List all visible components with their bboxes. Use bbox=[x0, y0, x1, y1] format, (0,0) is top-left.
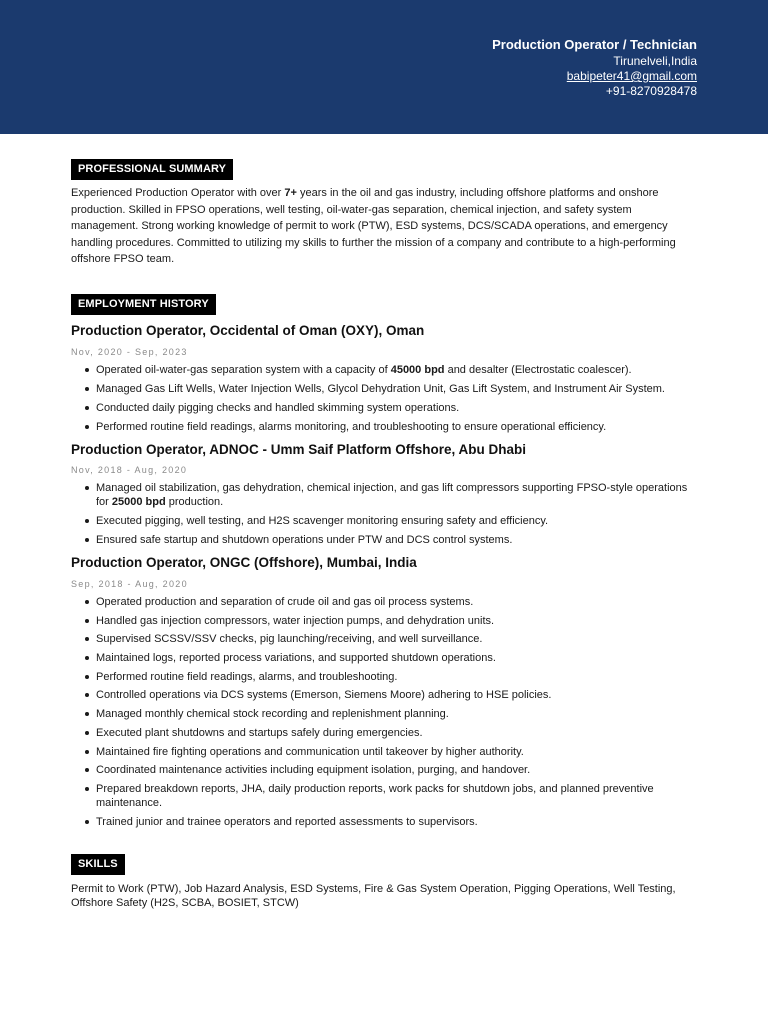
list-item: Executed plant shutdowns and startups safely during emergencies. bbox=[83, 726, 693, 740]
list-item: Managed monthly chemical stock recording and replenishment planning. bbox=[83, 707, 693, 721]
list-item: Managed Gas Lift Wells, Water Injection Wells, Glycol Dehydration Unit, Gas Lift System, and Instrument Air System. bbox=[83, 382, 693, 396]
phone-text: +91-8270928478 bbox=[605, 84, 697, 98]
job-bullets-ongc bbox=[83, 595, 693, 829]
summary-text-start: Experienced Production Operator with over bbox=[71, 187, 285, 199]
skills-heading: SKILLS bbox=[71, 854, 125, 875]
summary-heading: PROFESSIONAL SUMMARY bbox=[71, 159, 233, 180]
list-item: Prepared breakdown reports, JHA, daily production reports, work packs for shutdown jobs, and planned preventive maintenance. bbox=[83, 782, 693, 810]
summary-years-highlight: 7+ bbox=[284, 187, 297, 199]
list-item: Maintained fire fighting operations and communication until takeover by higher authority. bbox=[83, 745, 693, 759]
resume-header bbox=[0, 0, 768, 134]
list-item: Performed routine field readings, alarms, and troubleshooting. bbox=[83, 670, 693, 684]
job-title-oxy: Production Operator, Occidental of Oman (OXY), Oman bbox=[71, 323, 425, 338]
job-dates-adnoc: Nov, 2018 - Aug, 2020 bbox=[71, 465, 188, 475]
location-text: Tirunelveli,India bbox=[613, 54, 697, 68]
skills-text: Permit to Work (PTW), Job Hazard Analysis, ESD Systems, Fire & Gas System Operation, Pigging Operations, Well Testing, Offshore Safety (H2S, SCBA, BOSIET, STCW) bbox=[71, 883, 676, 909]
job-headline: Production Operator / Technician bbox=[492, 37, 697, 52]
list-item: Controlled operations via DCS systems (Emerson, Siemens Moore) adhering to HSE policies. bbox=[83, 688, 693, 702]
list-item: Operated production and separation of crude oil and gas oil process systems. bbox=[83, 595, 693, 609]
list-item: Conducted daily pigging checks and handled skimming system operations. bbox=[83, 401, 693, 415]
job-bullets-oxy bbox=[83, 363, 693, 434]
list-item: Handled gas injection compressors, water injection pumps, and dehydration units. bbox=[83, 614, 693, 628]
list-item: Supervised SCSSV/SSV checks, pig launching/receiving, and well surveillance. bbox=[83, 632, 693, 646]
list-item: Executed pigging, well testing, and H2S scavenger monitoring ensuring safety and efficiency. bbox=[83, 514, 693, 528]
list-item: Ensured safe startup and shutdown operations under PTW and DCS control systems. bbox=[83, 533, 693, 547]
contact-block bbox=[492, 37, 697, 99]
list-item: Managed oil stabilization, gas dehydration, chemical injection, and gas lift compressors supporting FPSO-style operations for 25000 bpd production. bbox=[83, 481, 693, 509]
job-title-adnoc: Production Operator, ADNOC - Umm Saif Platform Offshore, Abu Dhabi bbox=[71, 442, 527, 457]
job-dates-oxy: Nov, 2020 - Sep, 2023 bbox=[71, 347, 188, 357]
list-item: Coordinated maintenance activities including equipment isolation, purging, and handover. bbox=[83, 763, 693, 777]
summary-text-end: years in the oil and gas industry, including offshore platforms and onshore production. Skilled in FPSO operations, well testing, oil-water-gas separation, chemical injection, and safety system management. Strong working knowledge of permit to work (PTW), ESD systems, DCS/SCADA operations, and emergency handling procedures. Committed to utilizing my skills to further the mission of a company and contribute to a high-performing offshore FPSO team. bbox=[71, 187, 676, 265]
job-bullets-adnoc bbox=[83, 481, 693, 547]
employment-heading: EMPLOYMENT HISTORY bbox=[71, 294, 216, 315]
summary-paragraph bbox=[71, 185, 701, 268]
job-title-ongc: Production Operator, ONGC (Offshore), Mumbai, India bbox=[71, 555, 417, 570]
list-item: Trained junior and trainee operators and reported assessments to supervisors. bbox=[83, 815, 693, 829]
list-item: Operated oil-water-gas separation system with a capacity of 45000 bpd and desalter (Electrostatic coalescer). bbox=[83, 363, 693, 377]
list-item: Maintained logs, reported process variations, and supported shutdown operations. bbox=[83, 651, 693, 665]
list-item: Performed routine field readings, alarms monitoring, and troubleshooting to ensure operational efficiency. bbox=[83, 420, 693, 434]
email-link[interactable]: babipeter41@gmail.com bbox=[566, 69, 697, 83]
job-dates-ongc: Sep, 2018 - Aug, 2020 bbox=[71, 579, 188, 589]
